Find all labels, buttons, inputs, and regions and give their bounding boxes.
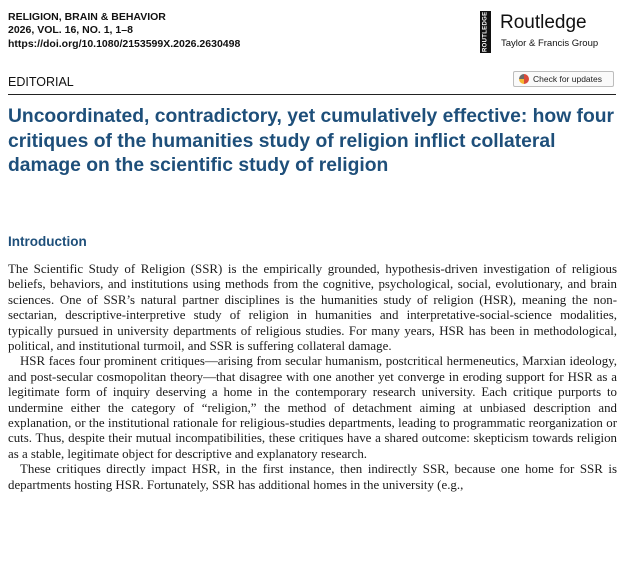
publisher-logo <box>478 11 618 55</box>
header-divider <box>8 94 616 95</box>
body-paragraph: The Scientific Study of Religion (SSR) is the empirically grounded, hypothesis-driven investigation of religious beliefs, behaviors, and institutions using methods from the cognitive, psychological, social, evolutionary, and brain sciences. One of SSR’s natural partner disciplines is the humanities study of religion (HSR), meaning the non-sectarian, descriptive-interpretive study of religion in humanities and interpretative-social-science modalities, typically pursued in university departments of religious studies. For many years, HSR has been in methodological, political, and institutional turmoil, and SSR is suffering collateral damage. <box>8 262 617 354</box>
check-updates-button[interactable] <box>513 71 614 87</box>
publisher-subtitle: Taylor & Francis Group <box>501 38 599 49</box>
article-type: EDITORIAL <box>8 75 74 89</box>
journal-meta <box>8 11 240 51</box>
journal-name: RELIGION, BRAIN & BEHAVIOR <box>8 11 166 23</box>
article-title: Uncoordinated, contradictory, yet cumulatively effective: how four critiques of the humanities study of religion inflict collateral damage on the scientific study of religion <box>8 106 615 176</box>
body-paragraph: HSR faces four prominent critiques—arising from secular humanism, postcritical hermeneutics, Marxian ideology, and post-secular cosmopolitan theory—that disagree with one another yet converge in eroding support for HSR as a legitimate form of inquiry deserving a home in the contemporary research university. Each critique purports to undermine either the category of “religion,” the method of detachment aiming at unbiased description and explanation, or the institutional rationale for religious-studies departments, leading to programmatic reorganization or cuts. Thus, despite their mutual incompatibilities, these critiques have a shared outcome: skepticism towards religion as a stable, legitimate object for descriptive and explanatory research. <box>8 354 617 461</box>
body-paragraph: These critiques directly impact HSR, in the first instance, then indirectly SSR, because one home for SSR is departments hosting HSR. Fortunately, SSR has additional homes in the university (e.g., <box>8 462 617 492</box>
journal-volume: 2026, VOL. 16, NO. 1, 1–8 <box>8 24 133 37</box>
article-body <box>8 262 617 493</box>
check-updates-label: Check for updates <box>533 74 602 84</box>
journal-doi[interactable]: https://doi.org/10.1080/2153599X.2026.2630498 <box>8 37 241 50</box>
routledge-logo-icon: ROUTLEDGE <box>480 11 491 53</box>
section-heading: Introduction <box>8 234 87 249</box>
publisher-name: Routledge <box>500 12 587 33</box>
crossmark-icon <box>519 74 529 84</box>
